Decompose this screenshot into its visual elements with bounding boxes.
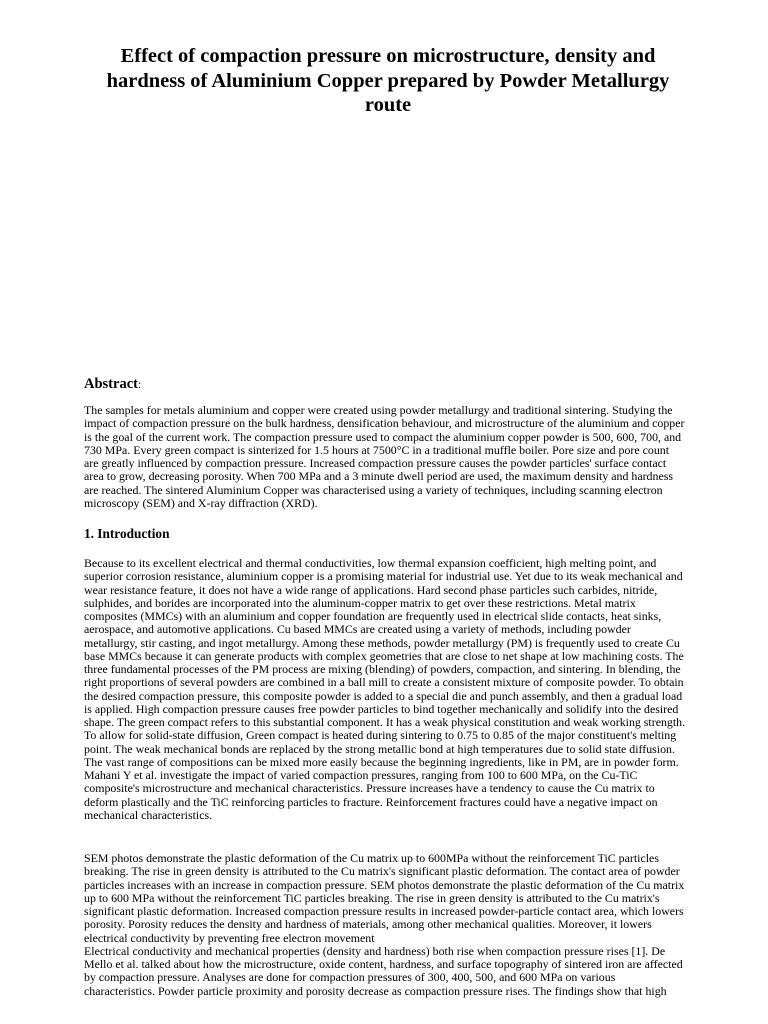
paper-title: Effect of compaction pressure on microstructure, density and hardness of Aluminium Copper prepared by Powder Metallurgy route: [106, 45, 670, 116]
introduction-paragraph-2: Mahani Y et al. investigate the impact of varied compaction pressures, ranging from 100 to 600 MPa, on the Cu-TiC composite's microstructure and mechanical characteristics. Pressure increases have a tendency to cause the Cu matrix to deform plastically and the TiC reinforcing particles to fracture. Reinforcement fractures could have a negative impact on mechanical characteristics.: [84, 768, 658, 822]
introduction-paragraph-3: SEM photos demonstrate the plastic deformation of the Cu matrix up to 600MPa without the reinforcement TiC particles breaking. The rise in green density is attributed to the Cu matrix's significant plastic deformation. The contact area of powder particles increases with an increase in compaction pressure. SEM photos demonstrate the plastic deformation of the Cu matrix up to 600 MPa without the reinforcement TiC particles breaking. The rise in green density is attributed to the Cu matrix's significant plastic deformation. Increased compaction pressure results in increased powder-particle contact area, which lowers porosity. Porosity reduces the density and hardness of materials, among other mechanical qualities. Moreover, it lowers electrical conductivity by preventing free electron movement: [84, 851, 685, 945]
abstract-heading: [84, 375, 141, 394]
abstract-body: [84, 404, 686, 510]
introduction-body-part-1: [84, 557, 686, 822]
introduction-paragraph-1: Because to its excellent electrical and thermal conductivities, low thermal expansion coefficient, high melting point, and superior corrosion resistance, aluminium copper is a promising material for industrial use. Yet due to its weak mechanical and wear resistance feature, it does not have a wide range of applications. Hard second phase particles such carbides, nitride, sulphides, and borides are incorporated into the aluminum-copper matrix to get over these restrictions. Metal matrix composites (MMCs) with an aluminium and copper foundation are frequently used in electrical slide contacts, heat sinks, aerospace, and automotive applications. Cu based MMCs are created using a variety of methods, including powder metallurgy, stir casting, and ingot metallurgy. Among these methods, powder metallurgy (PM) is frequently used to create Cu base MMCs because it can generate products with complex geometries that are close to net shape at low machining costs. The three fundamental processes of the PM process are mixing (blending) of powders, compaction, and sintering. In blending, the right proportions of several powders are combined in a ball mill to create a consistent mixture of composite powder. To obtain the desired compaction pressure, this composite powder is added to a special die and punch assembly, and then a gradual load is applied. High compaction pressure causes free powder particles to bind together mechanically and solidify into the desired shape. The green compact refers to this substantial component. It has a weak physical constitution and weak working strength. To allow for solid-state diffusion, Green compact is heated during sintering to 0.75 to 0.85 of the major constituent's melting point. The weak mechanical bonds are replaced by the strong metallic bond at high temperatures due to solid state diffusion. The vast range of compositions can be mixed more easily because the beginning ingredients, like in PM, are in powder form.: [84, 556, 686, 769]
introduction-body-part-2: [84, 852, 686, 998]
abstract-heading-label: Abstract: [84, 376, 138, 392]
introduction-heading: 1. Introduction: [84, 526, 170, 541]
abstract-paragraph: The samples for metals aluminium and copper were created using powder metallurgy and traditional sintering. Studying the impact of compaction pressure on the bulk hardness, densification behaviour, and microstructure of the aluminium and copper is the goal of the current work. The compaction pressure used to compact the aluminium copper powder is 500, 600, 700, and 730 MPa. Every green compact is sinterized for 1.5 hours at 7500°C in a traditional muffle boiler. Pore size and pore count are greatly influenced by compaction pressure. Increased compaction pressure causes the powder particles' surface contact area to grow, decreasing porosity. When 700 MPa and a 3 minute dwell period are used, the maximum density and hardness are reached. The sintered Aluminium Copper was characterised using a variety of techniques, including scanning electron microscopy (SEM) and X-ray diffraction (XRD).: [84, 403, 685, 510]
abstract-heading-colon: :: [137, 379, 142, 391]
introduction-paragraph-4: Electrical conductivity and mechanical properties (density and hardness) both rise when compaction pressure rises [1]. De Mello et al. talked about how the microstructure, oxide content, hardness, and surface topography of sintered iron are affected by compaction pressure. Analyses are done for compaction pressures of 300, 400, 500, and 600 MPa on various characteristics. Powder particle proximity and porosity decrease as compaction pressure rises. The findings show that high: [84, 943, 683, 998]
